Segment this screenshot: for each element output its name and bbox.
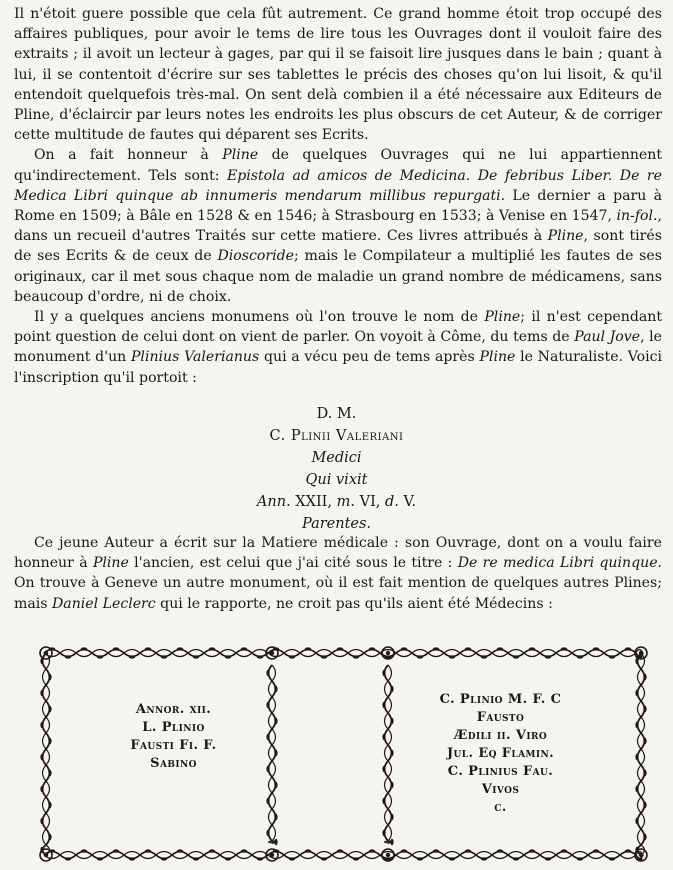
text-run: On trouve à Geneve un autre monument, où il est fait mention de quelques autres Plines; mais xyxy=(14,575,662,612)
inscription-line: Medici xyxy=(311,450,362,466)
inscription-line xyxy=(0,491,673,513)
name-pline: Pline xyxy=(222,147,259,164)
body-text xyxy=(14,533,662,614)
name-pline: Pline xyxy=(484,309,521,326)
epitaph-line: Fausto xyxy=(476,710,525,725)
inscription-line: Parentes. xyxy=(301,516,372,532)
text-run: On a fait honneur à xyxy=(34,147,223,164)
paragraph xyxy=(14,145,662,307)
text-run: d. xyxy=(385,494,399,510)
epitaph-left xyxy=(91,701,256,773)
text-run: le Naturaliste. Voici l'inscription qu'il portoit : xyxy=(14,349,663,386)
inscription-line: C. Plinii Valeriani xyxy=(269,428,404,444)
name-pline: Pline xyxy=(479,349,516,366)
epitaph-line: Sabino xyxy=(150,756,197,771)
text-run: VI, xyxy=(354,494,386,510)
paragraph xyxy=(14,533,662,614)
body-text xyxy=(14,4,662,388)
rosette-center xyxy=(639,651,643,655)
name-leclerc: Daniel Leclerc xyxy=(52,595,156,612)
name-pline: Pline xyxy=(547,228,584,245)
rosette-center xyxy=(639,853,643,857)
text-run: ; il n'est cependant point question de celui dont on vient de parler. On voyoit à Côme, du tems de xyxy=(14,309,662,346)
text-run: Le dernier a paru à Rome en 1509; à Bâle en 1528 & en 1546; à Strasbourg en 1533; à Venise en 1547, xyxy=(14,187,662,225)
ornamental-frame xyxy=(36,643,651,865)
epitaph-line: L. Plinio xyxy=(142,720,205,735)
name-dioscoride: Dioscoride xyxy=(217,248,294,265)
inscription-line: Qui vixit xyxy=(305,472,368,488)
epitaph-line: Jul. Eq Flamin. xyxy=(446,746,555,761)
epitaph-line: c. xyxy=(494,800,507,815)
paragraph: Il n'étoit guere possible que cela fût autrement. Ce grand homme étoit trop occupé des affaires publiques, pour avoir le tems de lire tous les Ouvrages dont il vouloit faire des extraits ; il avoit un lecteur à gages, par qui il se faisoit lire jusques dans le bain ; quant à lui, il se contentoit d'écrire sur ses tablettes le précis des choses qu'on lui lisoit, & qu'il entendoit quelquefois très-mal. On sent delà combien il a été nécessaire aux Editeurs de Pline, d'éclaircir par leurs notes les endroits les plus obscurs de cet Auteur, & de corriger cette multitude de fautes qui déparent ses Ecrits. xyxy=(14,6,662,144)
epitaph-right xyxy=(408,691,593,817)
text-run: , dans un recueil d'autres Traités sur cette matiere. Ces livres attribués à xyxy=(14,208,662,245)
format-label: in-fol. xyxy=(616,208,658,225)
epitaph-line: Annor. xii. xyxy=(135,702,212,717)
text-run: Ann. xyxy=(256,494,291,510)
epitaph-line: Ædili ii. Viro xyxy=(453,728,548,743)
rosette-center xyxy=(386,651,390,655)
inscription-line: D. M. xyxy=(316,406,357,422)
name-paul-jove: Paul Jove xyxy=(574,329,641,346)
book-title: De re medica Libri quinque. xyxy=(457,555,663,572)
paragraph xyxy=(14,307,662,388)
text-run: V. xyxy=(398,494,417,510)
inscription xyxy=(0,403,673,535)
text-run: XXII, xyxy=(290,494,337,510)
text-run: qui le rapporte, ne croit pas qu'ils aient été Médecins : xyxy=(155,595,553,612)
rosette-center xyxy=(386,853,390,857)
name-pline: Pline xyxy=(92,555,129,572)
epitaph-line: Vivos xyxy=(481,782,520,797)
epitaph-line: C. Plinio M. F. C xyxy=(439,692,562,707)
text-run: de quelques Ouvrages qui ne lui appartiennent qu'indirectement. Tels sont: xyxy=(14,147,663,184)
text-run: Il y a quelques anciens monumens où l'on trouve le nom de xyxy=(34,309,485,326)
book-titles: Epistola ad amicos de Medicina. De febribus Liber. De re Medica Libri quinque ab innumeris mendarum millibus repurgati. xyxy=(14,167,662,204)
text-run: m. xyxy=(336,494,355,510)
text-run: l'ancien, est celui que j'ai cité sous le titre : xyxy=(128,555,458,572)
name-plinius-valerianus: Plinius Valerianus xyxy=(130,349,260,366)
text-run: Ce jeune Auteur a écrit sur la Matiere médicale : son Ouvrage, dont on a voulu faire honneur à xyxy=(14,535,662,572)
rosette-center xyxy=(270,651,274,655)
rosette-center xyxy=(270,853,274,857)
rosette-center xyxy=(44,853,48,857)
epitaph-line: C. Plinius Fau. xyxy=(447,764,554,779)
text-run: qui a vécu peu de tems après xyxy=(259,349,480,366)
text-run: , le monument d'un xyxy=(14,329,662,366)
text-run: ; mais le Compilateur a multiplié les fautes de ses originaux, car il met sous chaque nom de maladie un grand nombre de médicamens, sans beaucoup d'ordre, ni de choix. xyxy=(14,248,662,305)
epitaph-line: Fausti Fi. F. xyxy=(130,738,217,753)
text-run: , sont tirés de ses Ecrits & de ceux de xyxy=(14,228,662,265)
rosette-center xyxy=(44,651,48,655)
